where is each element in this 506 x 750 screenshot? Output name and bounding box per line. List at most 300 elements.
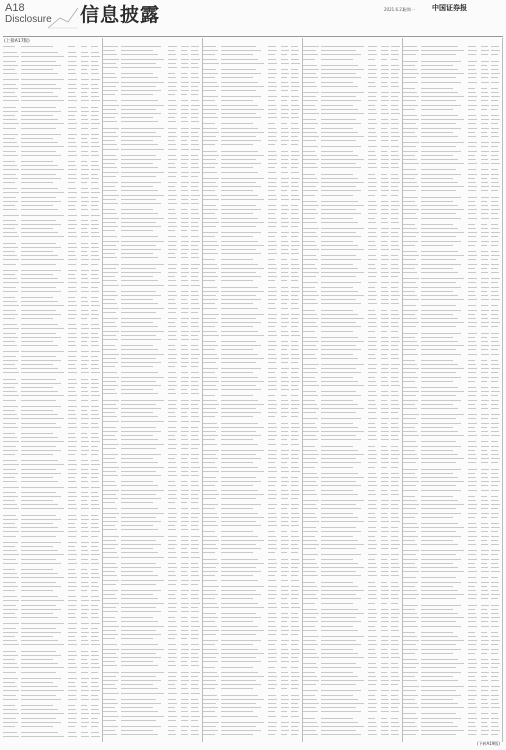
table-row-text bbox=[291, 621, 298, 622]
table-row-text bbox=[491, 435, 500, 436]
table-row-text bbox=[91, 410, 98, 411]
table-row-text bbox=[81, 123, 89, 124]
table-row-text bbox=[421, 310, 461, 311]
table-row-text bbox=[303, 318, 319, 319]
table-row-text bbox=[368, 314, 377, 315]
table-row-text bbox=[391, 201, 399, 202]
table-row-text bbox=[3, 169, 19, 170]
table-row-text bbox=[221, 159, 256, 160]
table-row-text bbox=[181, 226, 188, 227]
table-row-text bbox=[203, 711, 215, 712]
table-row-text bbox=[468, 586, 475, 587]
table-row-text bbox=[91, 569, 98, 570]
table-row-text bbox=[91, 341, 98, 342]
table-row-text bbox=[21, 519, 61, 520]
table-row-text bbox=[91, 383, 99, 384]
table-row-text bbox=[381, 100, 388, 101]
table-row-text bbox=[381, 50, 387, 51]
table-row-text bbox=[381, 412, 387, 413]
table-row-text bbox=[121, 113, 161, 114]
table-row-text bbox=[21, 554, 64, 555]
table-row-text bbox=[203, 172, 217, 173]
table-row-text bbox=[68, 236, 78, 237]
table-row-text bbox=[181, 86, 187, 87]
table-row-text bbox=[103, 494, 116, 495]
table-row-text bbox=[103, 404, 116, 405]
table-row-text bbox=[281, 368, 288, 369]
table-row-text bbox=[221, 613, 256, 614]
table-row-text bbox=[21, 400, 56, 401]
table-row-text bbox=[291, 287, 299, 288]
table-row-text bbox=[191, 634, 199, 635]
table-row-text bbox=[368, 400, 375, 401]
table-row-text bbox=[481, 163, 489, 164]
table-row-text bbox=[191, 603, 200, 604]
table-row-text bbox=[181, 563, 187, 564]
table-row-text bbox=[168, 377, 178, 378]
table-row-text bbox=[81, 699, 88, 700]
table-row-text bbox=[103, 121, 117, 122]
table-row-text bbox=[421, 441, 456, 442]
table-row-text bbox=[181, 268, 187, 269]
table-row-text bbox=[221, 195, 259, 196]
table-row-text bbox=[181, 485, 188, 486]
table-row-text bbox=[121, 257, 159, 258]
table-row-text bbox=[391, 303, 399, 304]
table-row-text bbox=[268, 308, 277, 309]
table-row-text bbox=[68, 663, 77, 664]
table-row-text bbox=[321, 657, 364, 658]
table-row-text bbox=[168, 707, 175, 708]
table-row-text bbox=[21, 577, 64, 578]
table-row-text bbox=[21, 259, 64, 260]
table-row-text bbox=[281, 649, 288, 650]
table-row-text bbox=[3, 569, 15, 570]
table-row-text bbox=[91, 220, 98, 221]
table-row-text bbox=[3, 613, 15, 614]
table-row-text bbox=[221, 621, 253, 622]
table-row-text bbox=[403, 586, 415, 587]
table-row-text bbox=[168, 427, 176, 428]
table-row-text bbox=[121, 485, 159, 486]
table-row-text bbox=[403, 418, 416, 419]
table-row-text bbox=[303, 255, 316, 256]
table-row-text bbox=[191, 408, 199, 409]
table-row-text bbox=[181, 703, 188, 704]
table-row-text bbox=[221, 259, 253, 260]
table-row-text bbox=[3, 73, 17, 74]
table-row-text bbox=[403, 377, 418, 378]
table-row-text bbox=[281, 354, 288, 355]
table-row-text bbox=[221, 218, 259, 219]
table-row-text bbox=[103, 358, 116, 359]
table-row-text bbox=[203, 59, 217, 60]
table-row-text bbox=[168, 354, 178, 355]
table-row-text bbox=[191, 94, 198, 95]
table-row-text bbox=[68, 259, 78, 260]
table-row-text bbox=[181, 318, 188, 319]
table-row-text bbox=[203, 46, 216, 47]
table-row-text bbox=[191, 458, 198, 459]
table-row-text bbox=[3, 134, 18, 135]
table-row-text bbox=[468, 333, 477, 334]
table-row-text bbox=[491, 590, 499, 591]
table-row-text bbox=[421, 485, 456, 486]
table-row-text bbox=[168, 94, 175, 95]
table-row-text bbox=[268, 730, 277, 731]
table-row-text bbox=[381, 287, 387, 288]
table-row-text bbox=[203, 69, 216, 70]
table-row-text bbox=[303, 272, 319, 273]
table-row-text bbox=[191, 427, 198, 428]
table-row-text bbox=[291, 253, 299, 254]
table-row-text bbox=[491, 458, 500, 459]
table-row-text bbox=[203, 548, 218, 549]
table-row-text bbox=[391, 73, 398, 74]
table-row-text bbox=[468, 667, 476, 668]
table-row-text bbox=[121, 552, 159, 553]
table-row-text bbox=[168, 730, 175, 731]
table-row-text bbox=[481, 563, 487, 564]
table-row-text bbox=[421, 186, 464, 187]
table-row-text bbox=[321, 439, 361, 440]
table-row-text bbox=[281, 544, 287, 545]
table-row-text bbox=[121, 513, 164, 514]
table-row-text bbox=[3, 678, 18, 679]
continued-note: (下转A19版) bbox=[477, 741, 500, 746]
table-row-text bbox=[91, 182, 98, 183]
table-row-text bbox=[368, 82, 375, 83]
table-row-text bbox=[81, 414, 88, 415]
table-row-text bbox=[168, 213, 177, 214]
table-row-text bbox=[321, 672, 353, 673]
table-row-text bbox=[121, 439, 159, 440]
table-row-text bbox=[168, 626, 178, 627]
table-row-text bbox=[103, 149, 119, 150]
table-row-text bbox=[303, 477, 319, 478]
table-row-text bbox=[21, 414, 59, 415]
table-row-text bbox=[381, 299, 387, 300]
table-row-text bbox=[191, 86, 198, 87]
table-row-text bbox=[81, 705, 87, 706]
table-row-text bbox=[3, 473, 18, 474]
table-row-text bbox=[381, 458, 387, 459]
table-row-text bbox=[291, 77, 298, 78]
table-row-text bbox=[68, 65, 77, 66]
table-row-text bbox=[381, 473, 388, 474]
table-row-text bbox=[121, 444, 164, 445]
table-row-text bbox=[321, 201, 359, 202]
table-row-text bbox=[403, 462, 416, 463]
table-row-text bbox=[168, 236, 177, 237]
table-row-text bbox=[268, 86, 278, 87]
table-row-text bbox=[181, 734, 188, 735]
table-row-text bbox=[181, 431, 188, 432]
table-row-text bbox=[121, 575, 159, 576]
table-row-text bbox=[203, 644, 215, 645]
table-row-text bbox=[421, 554, 456, 555]
table-row-text bbox=[91, 333, 98, 334]
table-row-text bbox=[91, 427, 99, 428]
table-row-text bbox=[168, 144, 177, 145]
table-row-text bbox=[291, 113, 298, 114]
table-row-text bbox=[268, 598, 275, 599]
table-row-text bbox=[481, 77, 487, 78]
table-row-text bbox=[421, 550, 464, 551]
table-row-text bbox=[181, 552, 188, 553]
table-row-text bbox=[281, 341, 287, 342]
table-row-text bbox=[68, 460, 77, 461]
table-row-text bbox=[421, 718, 461, 719]
table-row-text bbox=[81, 523, 87, 524]
table-row-text bbox=[81, 69, 87, 70]
table-row-text bbox=[221, 531, 253, 532]
table-row-text bbox=[191, 117, 198, 118]
table-row-text bbox=[281, 439, 287, 440]
table-row-text bbox=[468, 617, 478, 618]
table-row-text bbox=[221, 490, 259, 491]
table-row-text bbox=[181, 149, 189, 150]
table-row-text bbox=[403, 632, 415, 633]
table-row-text bbox=[391, 92, 400, 93]
table-row-text bbox=[191, 404, 198, 405]
table-row-text bbox=[321, 163, 356, 164]
table-row-text bbox=[481, 259, 487, 260]
table-row-text bbox=[391, 255, 398, 256]
table-row-text bbox=[268, 272, 276, 273]
table-row-text bbox=[321, 684, 356, 685]
table-row-text bbox=[68, 473, 77, 474]
table-row-text bbox=[321, 314, 359, 315]
newspaper-masthead: 中国证券报 bbox=[432, 3, 467, 12]
table-row-text bbox=[481, 667, 487, 668]
table-row-text bbox=[21, 182, 53, 183]
table-row-text bbox=[103, 335, 116, 336]
table-row-text bbox=[168, 372, 177, 373]
table-row-text bbox=[403, 245, 415, 246]
table-row-text bbox=[291, 264, 299, 265]
table-row-text bbox=[268, 77, 275, 78]
table-row-text bbox=[281, 50, 288, 51]
table-row-text bbox=[103, 241, 119, 242]
table-row-text bbox=[103, 672, 119, 673]
table-row-text bbox=[321, 423, 353, 424]
table-row-text bbox=[81, 247, 88, 248]
table-row-text bbox=[181, 644, 188, 645]
table-row-text bbox=[421, 598, 456, 599]
table-row-text bbox=[68, 56, 78, 57]
table-row-text bbox=[103, 381, 116, 382]
table-row-text bbox=[168, 634, 177, 635]
table-row-text bbox=[481, 115, 488, 116]
table-row-text bbox=[381, 598, 388, 599]
table-row-text bbox=[468, 531, 476, 532]
table-row-text bbox=[381, 354, 387, 355]
table-row-text bbox=[391, 649, 398, 650]
table-row-text bbox=[391, 113, 400, 114]
table-row-text bbox=[168, 199, 176, 200]
table-row-text bbox=[91, 464, 100, 465]
table-row-text bbox=[268, 303, 275, 304]
table-row-text bbox=[68, 577, 78, 578]
table-row-text bbox=[291, 458, 299, 459]
table-row-text bbox=[421, 686, 464, 687]
table-row-text bbox=[468, 61, 477, 62]
table-row-text bbox=[391, 467, 398, 468]
table-row-text bbox=[68, 640, 77, 641]
table-row-text bbox=[3, 215, 19, 216]
table-row-text bbox=[191, 490, 200, 491]
table-row-text bbox=[81, 270, 88, 271]
table-row-text bbox=[168, 73, 175, 74]
table-row-text bbox=[191, 381, 198, 382]
table-row-text bbox=[181, 222, 187, 223]
table-row-text bbox=[403, 653, 415, 654]
table-row-text bbox=[403, 617, 419, 618]
table-row-text bbox=[103, 665, 117, 666]
table-row-text bbox=[3, 264, 16, 265]
table-row-text bbox=[221, 232, 261, 233]
table-row-text bbox=[281, 109, 289, 110]
table-row-text bbox=[403, 349, 416, 350]
table-row-text bbox=[421, 391, 464, 392]
table-row-text bbox=[403, 209, 419, 210]
table-row-text bbox=[303, 287, 315, 288]
table-row-text bbox=[368, 287, 375, 288]
table-row-text bbox=[391, 450, 399, 451]
table-row-text bbox=[321, 508, 361, 509]
table-row-text bbox=[103, 611, 118, 612]
table-row-text bbox=[3, 628, 16, 629]
table-row-text bbox=[203, 159, 216, 160]
table-row-text bbox=[281, 167, 287, 168]
table-row-text bbox=[468, 115, 477, 116]
table-row-text bbox=[21, 201, 61, 202]
table-row-text bbox=[303, 201, 317, 202]
table-row-text bbox=[281, 389, 288, 390]
table-row-text bbox=[168, 672, 178, 673]
table-row-text bbox=[491, 695, 499, 696]
table-row-text bbox=[468, 418, 476, 419]
table-row-text bbox=[3, 387, 15, 388]
table-row-text bbox=[191, 132, 198, 133]
table-row-text bbox=[491, 228, 499, 229]
table-row-text bbox=[21, 310, 56, 311]
table-row-text bbox=[303, 159, 319, 160]
table-row-text bbox=[203, 253, 218, 254]
table-row-text bbox=[103, 67, 118, 68]
table-row-text bbox=[3, 623, 19, 624]
table-row-text bbox=[381, 385, 389, 386]
table-row-text bbox=[381, 255, 387, 256]
table-row-text bbox=[103, 113, 118, 114]
table-row-text bbox=[481, 287, 488, 288]
table-row-text bbox=[91, 736, 100, 737]
table-row-text bbox=[303, 73, 316, 74]
table-row-text bbox=[181, 661, 187, 662]
table-row-text bbox=[381, 500, 389, 501]
table-row-text bbox=[368, 358, 377, 359]
table-row-text bbox=[68, 69, 75, 70]
table-row-text bbox=[81, 100, 89, 101]
table-row-text bbox=[481, 341, 488, 342]
table-row-text bbox=[68, 477, 75, 478]
table-row-text bbox=[121, 245, 156, 246]
table-row-text bbox=[381, 649, 387, 650]
table-row-text bbox=[381, 209, 387, 210]
table-row-text bbox=[191, 272, 199, 273]
table-row-text bbox=[491, 550, 500, 551]
table-row-text bbox=[221, 607, 264, 608]
table-row-text bbox=[121, 536, 164, 537]
table-row-text bbox=[421, 218, 461, 219]
table-row-text bbox=[103, 580, 119, 581]
table-row-text bbox=[68, 536, 76, 537]
table-row-text bbox=[203, 439, 215, 440]
table-row-text bbox=[321, 272, 364, 273]
table-row-text bbox=[321, 458, 356, 459]
table-row-text bbox=[268, 105, 277, 106]
table-row-text bbox=[381, 446, 387, 447]
table-row-text bbox=[121, 726, 161, 727]
table-row-text bbox=[481, 559, 488, 560]
table-row-text bbox=[91, 224, 99, 225]
table-row-text bbox=[481, 531, 487, 532]
table-row-text bbox=[421, 458, 464, 459]
table-row-text bbox=[468, 224, 475, 225]
table-row-text bbox=[281, 667, 287, 668]
table-row-text bbox=[321, 119, 356, 120]
table-row-text bbox=[91, 400, 98, 401]
table-row-text bbox=[403, 695, 418, 696]
table-row-text bbox=[168, 475, 177, 476]
table-row-text bbox=[291, 695, 299, 696]
table-row-text bbox=[421, 142, 464, 143]
table-row-text bbox=[3, 88, 18, 89]
table-row-text bbox=[68, 314, 77, 315]
table-row-text bbox=[181, 567, 188, 568]
table-row-text bbox=[91, 165, 99, 166]
table-row-text bbox=[81, 379, 87, 380]
table-row-text bbox=[103, 253, 115, 254]
table-row-text bbox=[481, 372, 487, 373]
table-row-text bbox=[103, 408, 118, 409]
table-row-text bbox=[403, 259, 416, 260]
table-row-text bbox=[381, 521, 389, 522]
table-row-text bbox=[103, 653, 116, 654]
table-row-text bbox=[403, 605, 418, 606]
table-row-text bbox=[321, 295, 364, 296]
table-row-text bbox=[181, 303, 188, 304]
table-row-text bbox=[403, 458, 419, 459]
table-row-text bbox=[281, 481, 288, 482]
table-row-text bbox=[421, 734, 456, 735]
table-row-text bbox=[103, 462, 117, 463]
table-row-text bbox=[203, 590, 216, 591]
table-row-text bbox=[181, 280, 188, 281]
table-row-text bbox=[91, 481, 99, 482]
table-row-text bbox=[3, 52, 17, 53]
table-row-text bbox=[68, 215, 78, 216]
table-row-text bbox=[381, 454, 389, 455]
table-row-text bbox=[321, 73, 356, 74]
table-row-text bbox=[221, 661, 261, 662]
table-row-text bbox=[103, 199, 116, 200]
table-row-text bbox=[403, 364, 417, 365]
table-row-text bbox=[121, 182, 161, 183]
table-row-text bbox=[321, 381, 359, 382]
table-row-text bbox=[468, 278, 478, 279]
